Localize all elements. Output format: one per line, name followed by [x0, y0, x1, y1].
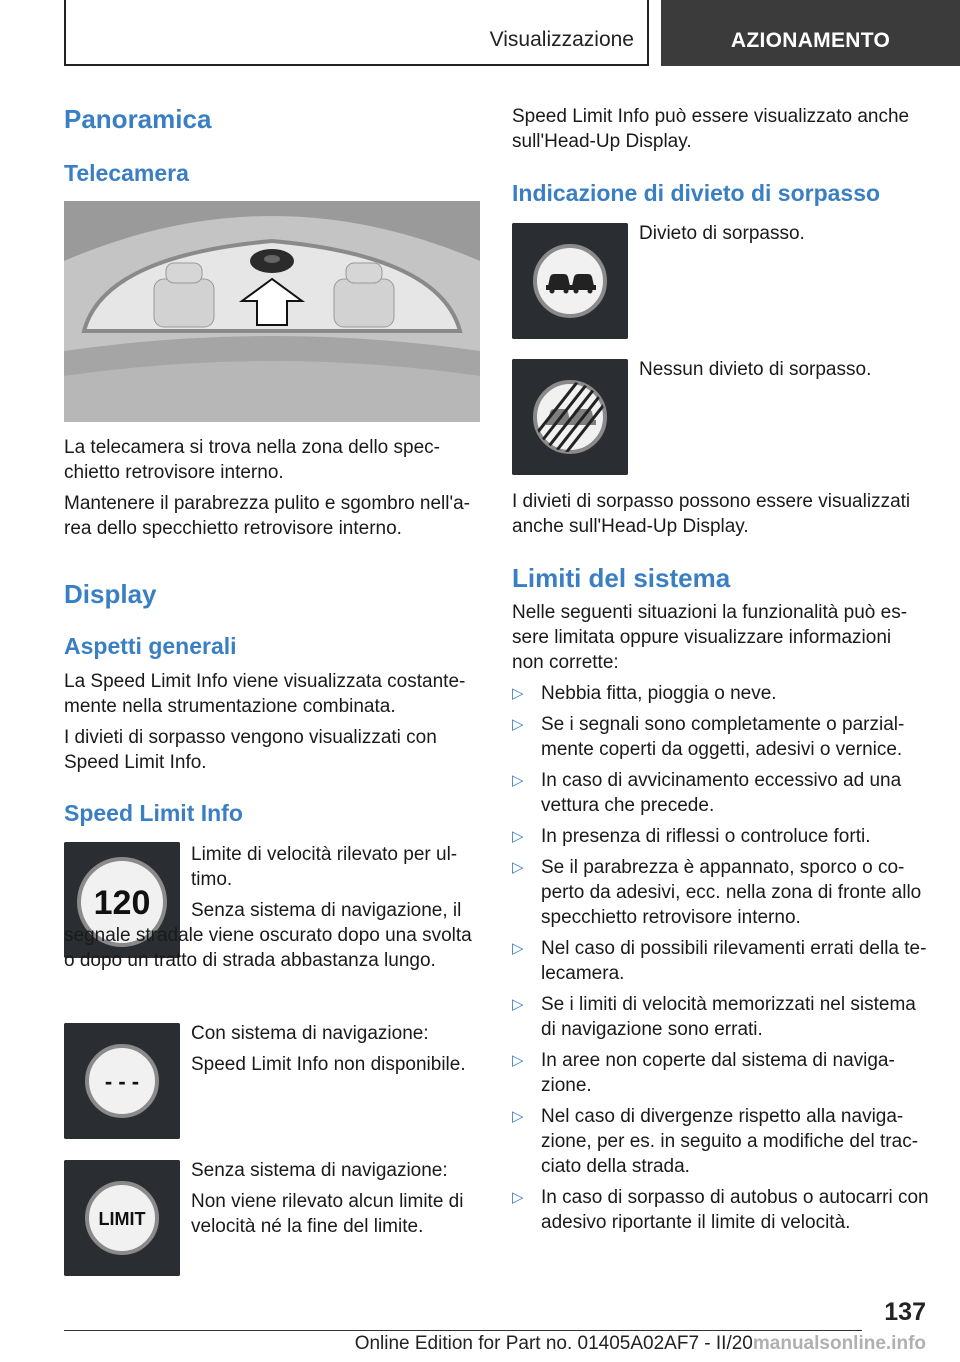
text-nav-1: Con sistema di navigazione:: [191, 1023, 429, 1044]
heading-aspetti-generali: Aspetti generali: [64, 633, 237, 659]
triangle-bullet-icon: ▷: [512, 1189, 524, 1206]
watermark-text: manualsonline.info: [752, 1333, 926, 1354]
sign-limit-text: LIMIT: [98, 1209, 146, 1229]
no-overtaking-image: [512, 223, 628, 339]
heading-telecamera: Telecamera: [64, 160, 189, 186]
text-aspetti-2: I divieti di sorpasso vengono visualizzati con Speed Limit Info.: [64, 727, 437, 773]
header-right-rule: [647, 0, 649, 66]
list-item: ▷ Nebbia fitta, pioggia o neve.: [512, 683, 777, 704]
text-limiti: Nelle seguenti situazioni la funzionalità può es-sere limitata oppure visualizzare informazioni non corrette:: [512, 602, 908, 673]
heading-divieto-sorpasso: Indicazione di divieto di sorpasso: [512, 180, 881, 206]
speed-sign-dash-icon: [64, 1023, 180, 1139]
footer-edition-text: Online Edition for Part no. 01405A02AF7 - II/20: [354, 1333, 753, 1354]
heading-speed-limit-info: Speed Limit Info: [64, 800, 243, 826]
text-sli-1: Limite di velocità rilevato per ul-timo.: [191, 844, 458, 890]
end-no-overtaking-image: [512, 359, 628, 475]
end-no-overtaking-sign-icon: [512, 359, 628, 475]
header-bottom-rule: [64, 64, 648, 66]
page-number: 137: [884, 1298, 926, 1326]
list-item: ▷ Nel caso di possibili rilevamenti errati della te-lecamera.: [512, 938, 927, 984]
triangle-bullet-icon: ▷: [512, 859, 524, 876]
speed-limit-none-image: [64, 1160, 180, 1276]
list-item: ▷ Se i segnali sono completamente o parzial-mente coperti da oggetti, adesivi o vernice.: [512, 714, 905, 760]
text-telecamera-1: La telecamera si trova nella zona dello spec-chietto retrovisore interno.: [64, 437, 440, 483]
list-item: ▷ Se il parabrezza è appannato, sporco o co-perto da adesivi, ecc. nella zona di fronte allo specchietto retrovisore interno.: [512, 857, 922, 928]
text-sli-2: Senza sistema di navigazione, il segnale stradale viene oscurato dopo una svolta o dopo un tratto di strada abbastanza lungo.: [64, 900, 472, 971]
list-item: ▷ Se i limiti di velocità memorizzati nel sistema di navigazione sono errati.: [512, 994, 916, 1040]
list-item: ▷ Nel caso di divergenze rispetto alla naviga-zione, per es. in seguito a modifiche del trac-ciato della strada.: [512, 1106, 919, 1177]
text-nonav-2: Non viene rilevato alcun limite di velocità né la fine del limite.: [191, 1191, 464, 1237]
triangle-bullet-icon: ▷: [512, 828, 524, 845]
text-aspetti-1: La Speed Limit Info viene visualizzata costante-mente nella strumentazione combinata.: [64, 671, 466, 717]
text-divieto: Divieto di sorpasso.: [639, 223, 805, 244]
text-hud: Speed Limit Info può essere visualizzato anche sull'Head-Up Display.: [512, 106, 910, 152]
triangle-bullet-icon: ▷: [512, 772, 524, 789]
speed-limit-unavailable-image: [64, 1023, 180, 1139]
header-chapter-tab: AZIONAMENTO: [661, 0, 960, 66]
triangle-bullet-icon: ▷: [512, 1108, 524, 1125]
list-item: ▷ In caso di avvicinamento eccessivo ad una vettura che precede.: [512, 770, 902, 816]
heading-panoramica: Panoramica: [64, 104, 212, 134]
list-item: ▷ In presenza di riflessi o controluce forti.: [512, 826, 871, 847]
camera-location-illustration: [64, 201, 480, 422]
triangle-bullet-icon: ▷: [512, 940, 524, 957]
triangle-bullet-icon: ▷: [512, 685, 524, 702]
no-overtaking-sign-icon: [512, 223, 628, 339]
heading-limiti-sistema: Limiti del sistema: [512, 563, 731, 593]
windshield-camera-drawing: [64, 201, 480, 422]
text-nav-2: Speed Limit Info non disponibile.: [191, 1054, 466, 1075]
footer-rule: [64, 1330, 862, 1331]
list-item: ▷ In aree non coperte dal sistema di naviga-zione.: [512, 1050, 895, 1096]
text-nonav-1: Senza sistema di navigazione:: [191, 1160, 448, 1181]
speed-sign-limit-icon: [64, 1160, 180, 1276]
limitations-list: [512, 681, 930, 1241]
footer-edition: [355, 1333, 926, 1355]
text-nessun-divieto: Nessun divieto di sorpasso.: [639, 359, 872, 380]
sign-120-text: 120: [93, 884, 151, 922]
text-telecamera-2: Mantenere il parabrezza pulito e sgombro nell'a-rea dello specchietto retrovisore interno.: [64, 493, 471, 539]
text-divieti-hud: I divieti di sorpasso possono essere visualizzati anche sull'Head-Up Display.: [512, 491, 911, 537]
triangle-bullet-icon: ▷: [512, 1052, 524, 1069]
header-left-rule: [64, 0, 66, 66]
sign-dash-text: - - -: [104, 1069, 140, 1094]
list-item: ▷ In caso di sorpasso di autobus o autocarri con adesivo riportante il limite di velocità.: [512, 1187, 929, 1233]
triangle-bullet-icon: ▷: [512, 716, 524, 733]
triangle-bullet-icon: ▷: [512, 996, 524, 1013]
heading-display: Display: [64, 579, 157, 609]
header-section-title: Visualizzazione: [489, 28, 634, 51]
